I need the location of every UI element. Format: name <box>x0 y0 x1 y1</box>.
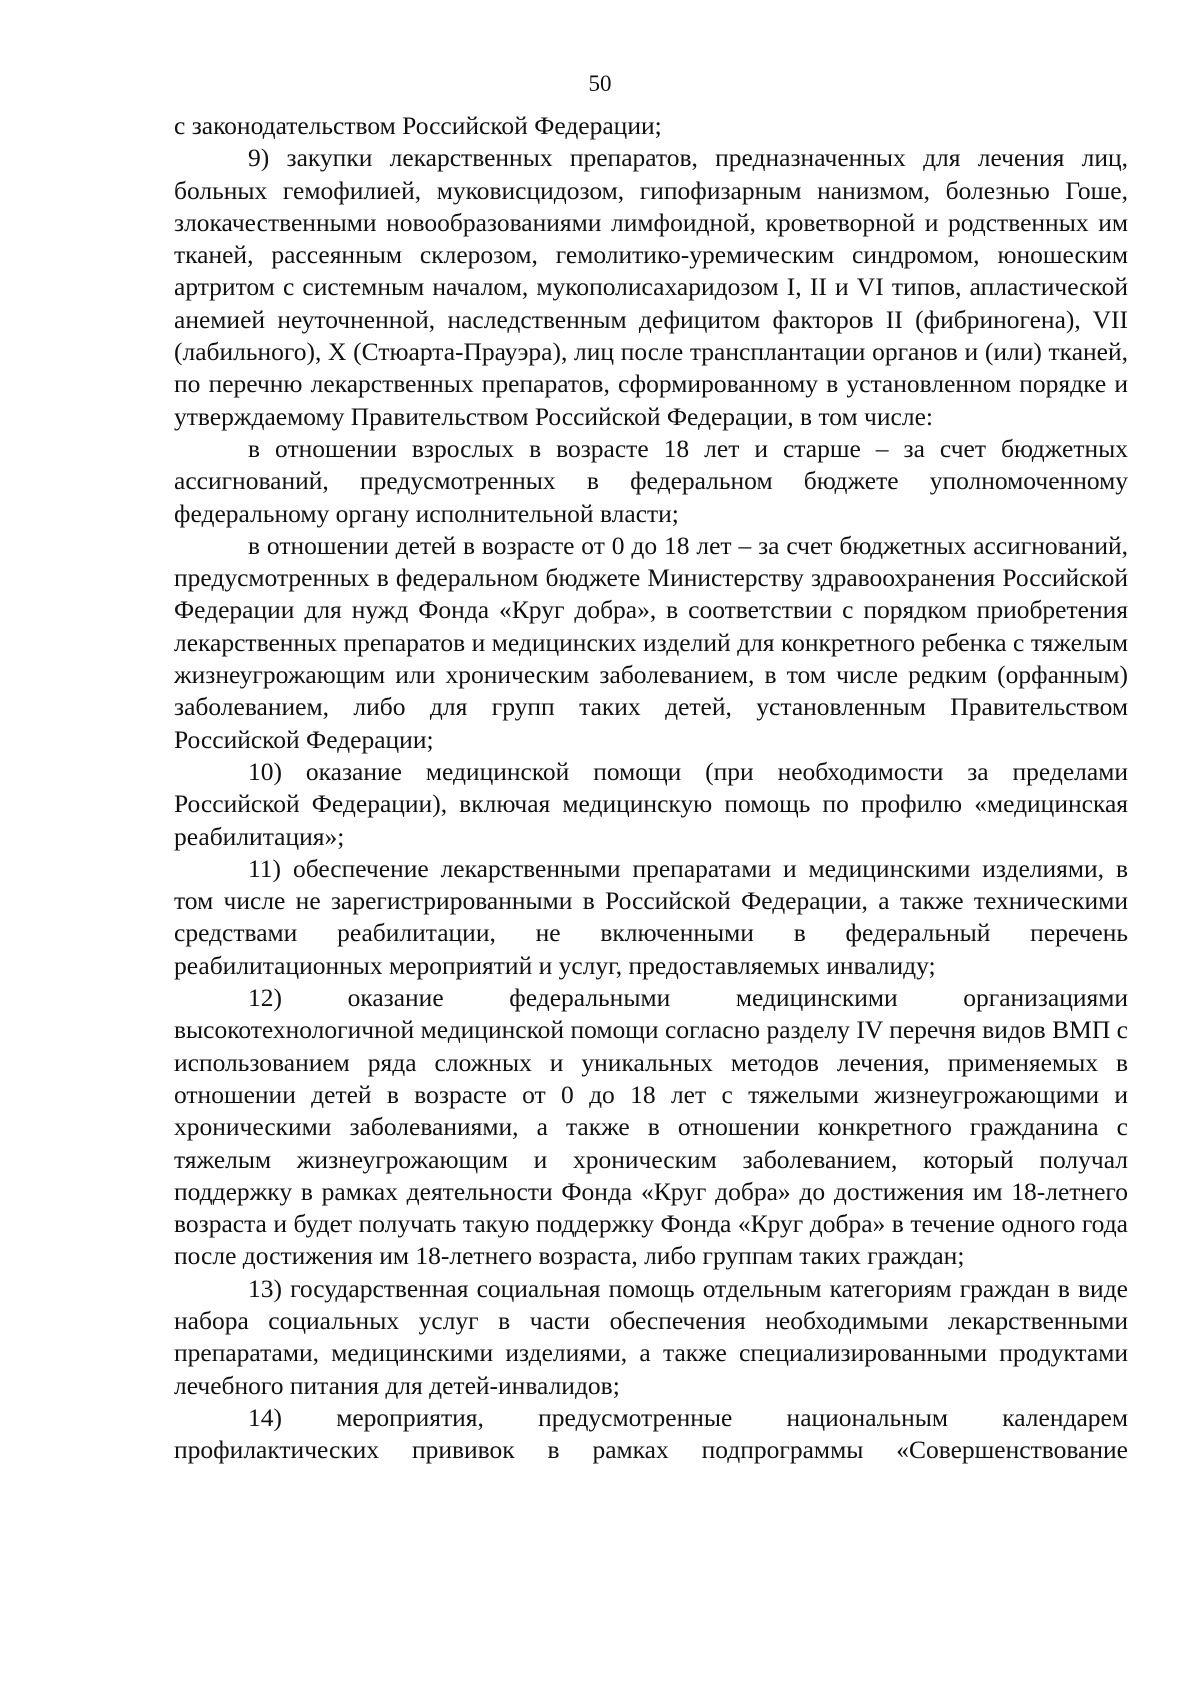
page-number: 50 <box>588 71 612 96</box>
paragraph-item-9-children: в отношении детей в возрасте от 0 до 18 лет – за счет бюджетных ассигнований, предусмотренных в федеральном бюджете Министерству здравоохранения Российской Федерации для нужд Фонда «Круг добра», в соответствии с порядком приобретения лекарственных препаратов и медицинских изделий для конкретного ребенка с тяжелым жизнеугрожающим или хроническим заболеванием, в том числе редким (орфанным) заболеванием, либо для групп таких детей, установленным Правительством Российской Федерации; <box>174 530 1128 754</box>
paragraph-item-11: 11) обеспечение лекарственными препаратами и медицинскими изделиями, в том числе не зарегистрированными в Российской Федерации, а также техническими средствами реабилитации, не включенными в федеральный перечень реабилитационных мероприятий и услуг, предоставляемых инвалиду; <box>174 853 1128 980</box>
paragraph-item-13: 13) государственная социальная помощь отдельным категориям граждан в виде набора социальных услуг в части обеспечения необходимыми лекарственными препаратами, медицинскими изделиями, а также специализированными продуктами лечебного питания для детей-инвалидов; <box>174 1273 1128 1400</box>
paragraph-item-10: 10) оказание медицинской помощи (при необходимости за пределами Российской Федерации), включая медицинскую помощь по профилю «медицинская реабилитация»; <box>174 756 1128 851</box>
paragraph-item-12: 12) оказание федеральными медицинскими организациями высокотехнологичной медицинской помощи согласно разделу IV перечня видов ВМП с использованием ряда сложных и уникальных методов лечения, применяемых в отношении детей в возрасте от 0 до 18 лет с тяжелыми жизнеугрожающими и хроническими заболеваниями, а также в отношении конкретного гражданина с тяжелым жизнеугрожающим и хроническим заболеванием, который получал поддержку в рамках деятельности Фонда «Круг добра» до достижения им 18-летнего возраста и будет получать такую поддержку Фонда «Круг добра» в течение одного года после достижения им 18-летнего возраста, либо группам таких граждан; <box>174 983 1128 1271</box>
paragraph-item-14: 14) мероприятия, предусмотренные национальным календарем профилактических прививок в рамках подпрограммы «Совершенствование <box>174 1402 1128 1465</box>
paragraph-item-9: 9) закупки лекарственных препаратов, предназначенных для лечения лиц, больных гемофилией, муковисцидозом, гипофизарным нанизмом, болезнью Гоше, злокачественными новообразованиями лимфоидной, кроветворной и родственных им тканей, рассеянным склерозом, гемолитико-уремическим синдромом, юношеским артритом с системным началом, мукополисахаридозом I, II и VI типов, апластической анемией неуточненной, наследственным дефицитом факторов II (фибриногена), VII (лабильного), X (Стюарта-Прауэра), лиц после трансплантации органов и (или) тканей, по перечню лекарственных препаратов, сформированному в установленном порядке и утверждаемому Правительством Российской Федерации, в том числе: <box>174 143 1128 431</box>
document-body <box>174 110 1128 1466</box>
paragraph-item-9-adults: в отношении взрослых в возрасте 18 лет и старше – за счет бюджетных ассигнований, предусмотренных в федеральном бюджете уполномоченному федеральному органу исполнительной власти; <box>174 433 1128 528</box>
paragraph-continuation: с законодательством Российской Федерации; <box>174 111 662 140</box>
